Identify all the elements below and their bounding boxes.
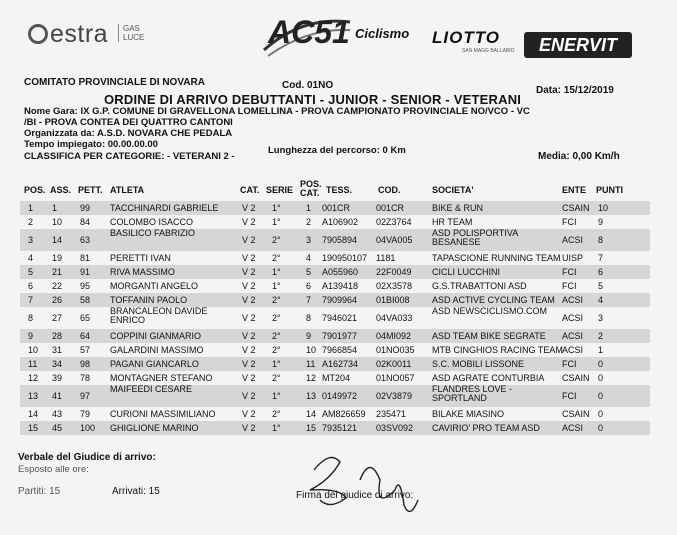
cell-pett: 78 [80,373,91,383]
cell-ass: 22 [52,281,63,291]
estra-logo-text: estra [50,20,109,48]
cell-tess: A139418 [322,281,359,291]
cell-cod: 04MI092 [376,331,412,341]
table-header [20,179,650,201]
cell-cat: V 2 [242,345,256,355]
cell-societa: TAPASCIONE RUNNING TEAM [432,253,561,263]
cell-punti: 1 [598,345,604,355]
ciclismo-text: Ciclismo [355,26,410,41]
cell-tess: A055960 [322,267,359,277]
cell-poscat: 1 [306,203,312,213]
table-row [20,385,650,407]
cell-ass: 19 [52,253,63,263]
cell-atleta: GALARDINI MASSIMO [110,345,204,355]
cell-cod: 02K0011 [376,359,412,369]
cell-pos: 3 [28,235,34,245]
cell-ente: ACSI [562,423,584,433]
col-tess: TESS. [326,185,353,195]
signature-label: Firma del giudice di arrivo: [296,490,414,501]
cell-pett: 63 [80,235,91,245]
cell-cat: V 2 [242,295,256,305]
cell-poscat: 7 [306,295,312,305]
cell-serie: 1° [272,423,281,433]
cell-ente: ACSI [562,345,584,355]
cell-pett: 57 [80,345,91,355]
cell-pos: 2 [28,217,34,227]
cell-pos: 8 [28,313,34,323]
cell-punti: 9 [598,217,604,227]
cell-pett: 91 [80,267,91,277]
course-length: Lunghezza del percorso: 0 Km [268,145,406,156]
cell-societa: CAVIRIO' PRO TEAM ASD [432,423,540,433]
cell-pett: 58 [80,295,91,305]
cell-ente: UISP [562,253,584,263]
cell-serie: 2° [272,409,281,419]
table-row [20,293,650,307]
cell-ass: 41 [52,391,63,401]
esposto-label: Esposto alle ore: [18,464,89,475]
cell-cod: 02X3578 [376,281,413,291]
cell-atleta: COLOMBO ISACCO [110,217,194,227]
cell-pos: 11 [28,359,38,369]
cell-tess: A106902 [322,217,359,227]
table-row [20,279,650,293]
cell-ass: 28 [52,331,63,341]
ac51-logo-text: AC51 [268,14,350,50]
cell-tess: A162734 [322,359,359,369]
cell-pett: 95 [80,281,91,291]
estra-ring-icon [28,24,48,44]
cell-tess: 190950107 [322,253,368,263]
cell-pos: 5 [28,267,34,277]
cell-cod: 02V3879 [376,391,413,401]
table-row [20,215,650,229]
cell-pos: 13 [28,391,39,401]
cell-cod: 02Z3764 [376,217,412,227]
cell-ass: 26 [52,295,63,305]
cell-ente: ACSI [562,313,584,323]
col-ente: ENTE [562,185,587,195]
cell-societa: BIKE & RUN [432,203,484,213]
cell-ente: CSAIN [562,373,590,383]
table-row [20,229,650,251]
cell-tess: 7946021 [322,313,358,323]
cell-poscat: 9 [306,331,312,341]
race-name-line2: /BI - PROVA CONTEA DEI QUATTRO CANTONI [24,117,233,128]
cell-atleta: CURIONI MASSIMILIANO [110,409,216,419]
cell-ass: 10 [52,217,63,227]
cell-atleta: BRANCALEON DAVIDE ENRICO [110,306,208,325]
cell-serie: 1° [272,359,281,369]
cell-punti: 0 [598,373,604,383]
cell-societa: ASD NEWSCICLISMO.COM [432,306,548,316]
cell-societa: BILAKE MIASINO [432,409,505,419]
col-serie: SERIE [266,185,294,195]
cell-pos: 9 [28,331,34,341]
cell-cod: 01BI008 [376,295,410,305]
cell-poscat: 8 [306,313,312,323]
cell-pett: 100 [80,423,96,433]
cell-serie: 2° [272,373,281,383]
cell-pos: 14 [28,409,39,419]
estra-sub-text: GAS LUCE [118,24,144,42]
cell-ass: 27 [52,313,63,323]
col-cat: CAT. [240,185,260,195]
cell-cod: 03SV092 [376,423,414,433]
cell-poscat: 3 [306,235,312,245]
liotto-logo: LIOTTO [432,28,501,47]
cell-ente: FCI [562,217,577,227]
cell-ente: CSAIN [562,409,590,419]
judge-signature-icon [300,450,450,530]
cell-poscat: 6 [306,281,312,291]
cell-poscat: 5 [306,267,312,277]
cell-atleta: MAIFEEDI CESARE [110,384,193,394]
cell-punti: 3 [598,313,604,323]
cell-tess: 0149972 [322,391,358,401]
cell-serie: 2° [272,313,281,323]
table-row [20,251,650,265]
cell-pos: 4 [28,253,34,263]
cell-pett: 81 [80,253,91,263]
arrivati-label: Arrivati: 15 [112,486,160,497]
cell-pos: 6 [28,281,34,291]
cell-ass: 43 [52,409,63,419]
cell-ente: FCI [562,359,577,369]
cell-ente: FCI [562,281,577,291]
cell-cat: V 2 [242,331,256,341]
cell-ass: 45 [52,423,63,433]
cell-punti: 6 [598,267,604,277]
cell-atleta: COPPINI GIANMARIO [110,331,202,341]
cell-ente: FCI [562,391,577,401]
cell-cat: V 2 [242,235,256,245]
cell-pett: 79 [80,409,91,419]
cell-punti: 8 [598,235,604,245]
verbale-label: Verbale del Giudice di arrivo: [18,452,156,463]
cell-cat: V 2 [242,313,256,323]
cell-pett: 97 [80,391,91,401]
col-pett: PETT. [78,185,103,195]
col-pos: POS. [24,185,46,195]
cell-pos: 7 [28,295,34,305]
table-row [20,421,650,435]
cell-societa: ASD TEAM BIKE SEGRATE [432,331,546,341]
code-label: Cod. 01NO [282,80,334,91]
cell-ente: ACSI [562,331,584,341]
cell-punti: 0 [598,423,604,433]
time-used: Tempo impiegato: 00.00.00.00 [24,139,158,150]
col-punti: PUNTI [596,185,623,195]
col-societa: SOCIETA' [432,185,474,195]
cell-cod: 235471 [376,409,407,419]
cell-poscat: 10 [306,345,317,355]
cell-punti: 0 [598,391,604,401]
table-row [20,407,650,421]
cell-tess: 7966854 [322,345,358,355]
cell-pett: 64 [80,331,91,341]
table-row [20,307,650,329]
cell-societa: ASD AGRATE CONTURBIA [432,373,545,383]
cell-atleta: TOFFANIN PAOLO [110,295,188,305]
cell-poscat: 4 [306,253,312,263]
cell-ass: 31 [52,345,63,355]
cell-ass: 21 [52,267,63,277]
cell-serie: 1° [272,203,281,213]
cell-atleta: MORGANTI ANGELO [110,281,199,291]
organizer: Organizzata da: A.S.D. NOVARA CHE PEDALA [24,128,233,139]
cell-serie: 2° [272,295,281,305]
cell-societa: MTB CINGHIOS RACING TEAM [432,345,563,355]
cell-pos: 1 [28,203,34,213]
cell-serie: 1° [272,281,281,291]
cell-atleta: PERETTI IVAN [110,253,171,263]
cell-pos: 15 [28,423,39,433]
cell-cat: V 2 [242,409,256,419]
committee-name: COMITATO PROVINCIALE DI NOVARA [24,77,205,88]
cell-cod: 04VA033 [376,313,413,323]
cell-atleta: RIVA MASSIMO [110,267,175,277]
race-name-line1: Nome Gara: IX G.P. COMUNE DI GRAVELLONA LOMELLINA - PROVA CAMPIONATO PROVINCIALE NO/VCO - VC [24,106,530,117]
cell-societa: FLANDRES LOVE - SPORTLAND [432,384,513,403]
cell-societa: ASD ACTIVE CYCLING TEAM [432,295,555,305]
cell-serie: 1° [272,267,281,277]
cell-cat: V 2 [242,267,256,277]
cell-serie: 1° [272,391,281,401]
cell-societa: HR TEAM [432,217,473,227]
cell-pett: 98 [80,359,91,369]
cell-serie: 1° [272,217,281,227]
cell-ente: ACSI [562,235,584,245]
cell-serie: 2° [272,345,281,355]
cell-pett: 99 [80,203,91,213]
table-row [20,343,650,357]
cell-cat: V 2 [242,281,256,291]
cell-cat: V 2 [242,391,256,401]
table-row [20,329,650,343]
cell-tess: 7901977 [322,331,358,341]
enervit-logo: ENERVIT [524,32,632,58]
cell-tess: MT204 [322,373,351,383]
cell-atleta: TACCHINARDI GABRIELE [110,203,219,213]
cell-cat: V 2 [242,423,256,433]
liotto-sub-text: SAN MAGG BALLABIO [462,48,515,54]
cell-ass: 1 [52,203,58,213]
cell-punti: 4 [598,295,604,305]
table-row [20,357,650,371]
cell-atleta: MONTAGNER STEFANO [110,373,213,383]
cell-tess: AM826659 [322,409,366,419]
cell-tess: 001CR [322,203,351,213]
cell-punti: 10 [598,203,609,213]
cell-pos: 10 [28,345,39,355]
cell-ass: 14 [52,235,63,245]
estra-logo [28,20,108,49]
cell-serie: 2° [272,235,281,245]
cell-cat: V 2 [242,373,256,383]
cell-cod: 1181 [376,253,396,263]
cell-cat: V 2 [242,203,256,213]
cell-cod: 04VA005 [376,235,413,245]
cell-cat: V 2 [242,253,256,263]
col-cod: COD. [378,185,401,195]
page-title: ORDINE DI ARRIVO DEBUTTANTI - JUNIOR - SENIOR - VETERANI [104,92,522,107]
average-speed: Media: 0,00 Km/h [538,151,620,162]
cell-societa: ASD POLISPORTIVA BESANESE [432,228,518,247]
cell-poscat: 15 [306,423,317,433]
cell-punti: 0 [598,409,604,419]
cell-ente: FCI [562,267,577,277]
cell-societa: G.S.TRABATTONI ASD [432,281,527,291]
cell-poscat: 14 [306,409,317,419]
cell-pett: 65 [80,313,91,323]
cell-cat: V 2 [242,217,256,227]
cell-ente: ACSI [562,295,584,305]
cell-poscat: 11 [306,359,316,369]
cell-pett: 84 [80,217,91,227]
cell-poscat: 2 [306,217,312,227]
col-poscat: POS. CAT. [300,179,322,198]
cell-cod: 01NO057 [376,373,415,383]
table-row [20,201,650,215]
cell-atleta: BASILICO FABRIZIO [110,228,196,238]
cell-punti: 2 [598,331,604,341]
cell-cod: 22F0049 [376,267,412,277]
cell-poscat: 12 [306,373,317,383]
cell-serie: 2° [272,253,281,263]
partiti-label: Partiti: 15 [18,486,61,497]
cell-societa: CICLI LUCCHINI [432,267,501,277]
table-row [20,371,650,385]
cell-ass: 34 [52,359,63,369]
cell-tess: 7905894 [322,235,358,245]
date-label: Data: 15/12/2019 [536,85,614,96]
col-atleta: ATLETA [110,185,145,195]
sponsor-logos [0,0,677,68]
cell-pos: 12 [28,373,39,383]
table-row [20,265,650,279]
cell-tess: 7909964 [322,295,358,305]
cell-ass: 39 [52,373,63,383]
cell-cat: V 2 [242,359,256,369]
cell-cod: 01NO035 [376,345,415,355]
cell-serie: 2° [272,331,281,341]
col-ass: ASS. [50,185,72,195]
classification-category: CLASSIFICA PER CATEGORIE: - VETERANI 2 - [24,151,235,162]
cell-atleta: PAGANI GIANCARLO [110,359,199,369]
cell-cod: 001CR [376,203,405,213]
cell-societa: S.C. MOBILI LISSONE [432,359,525,369]
cell-punti: 0 [598,359,604,369]
cell-ente: CSAIN [562,203,590,213]
cell-tess: 7935121 [322,423,358,433]
cell-atleta: GHIGLIONE MARINO [110,423,199,433]
cell-punti: 5 [598,281,604,291]
cell-punti: 7 [598,253,604,263]
cell-poscat: 13 [306,391,317,401]
